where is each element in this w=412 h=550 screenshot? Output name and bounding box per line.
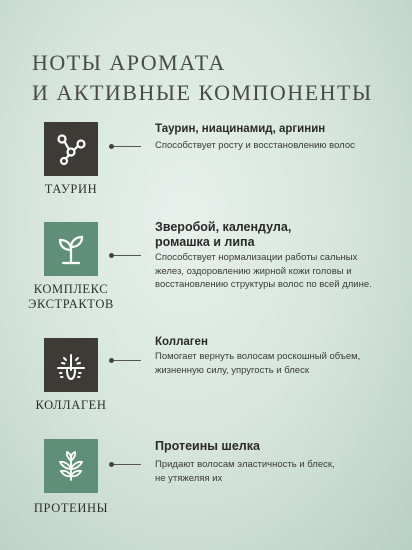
extracts-icon-box bbox=[44, 222, 98, 276]
collagen-icon-box bbox=[44, 338, 98, 392]
molecule-icon bbox=[54, 132, 88, 166]
extracts-description: Способствует нормализации работы сальных желез, оздоровлению жирной кожи головы и восстановлению структуры волос по всей длине. bbox=[155, 252, 372, 290]
collagen-connector bbox=[111, 360, 141, 361]
taurine-icon-box bbox=[44, 122, 98, 176]
hair-follicle-icon bbox=[54, 348, 88, 382]
page-title-line-1: НОТЫ АРОМАТА bbox=[32, 50, 226, 75]
taurine-description: Способствует росту и восстановлению волос bbox=[155, 140, 355, 151]
proteins-label: ПРОТЕИНЫ bbox=[33, 501, 109, 515]
collagen-title: Коллаген bbox=[155, 336, 208, 348]
plant-branch-icon bbox=[54, 449, 88, 483]
taurine-title: Таурин, ниацинамид, аргинин bbox=[155, 123, 326, 135]
proteins-description: Придают волосам эластичность и блеск, не утяжеляя их bbox=[155, 459, 335, 484]
extracts-connector bbox=[111, 255, 141, 256]
page-title-line-2: И АКТИВНЫЕ КОМПОНЕНТЫ bbox=[32, 80, 373, 105]
collagen-label: КОЛЛАГЕН bbox=[35, 398, 107, 412]
sprout-icon bbox=[54, 232, 88, 266]
proteins-icon-box bbox=[44, 439, 98, 493]
page-title bbox=[32, 48, 392, 108]
extracts-title: Зверобой, календула, ромашка и липа bbox=[155, 220, 292, 249]
collagen-description: Помогает вернуть волосам роскошный объем, жизненную силу, упругость и блеск bbox=[155, 351, 361, 376]
proteins-connector bbox=[111, 464, 141, 465]
extracts-label: КОМПЛЕКС ЭКСТРАКТОВ bbox=[28, 282, 114, 311]
taurine-connector bbox=[111, 146, 141, 147]
taurine-label: ТАУРИН bbox=[44, 182, 98, 196]
proteins-title: Протеины шелка bbox=[155, 439, 260, 453]
